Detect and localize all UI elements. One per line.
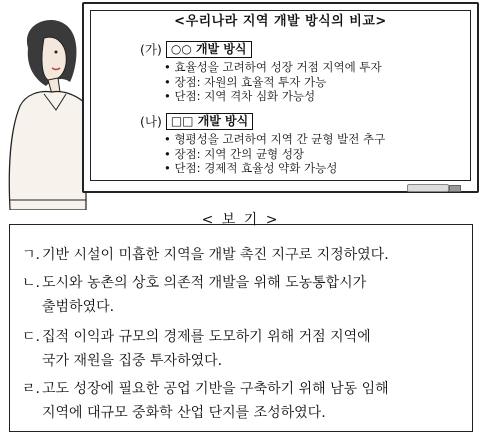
- chalk-tray: [399, 183, 463, 192]
- bogi-item-key: ㄹ.: [22, 381, 40, 397]
- bogi-item-text: 기반 시설이 미흡한 지역을 개발 촉진 지구로 지정하였다.: [42, 247, 389, 263]
- bogi-item-text: 고도 성장에 필요한 공업 기반을 구축하기 위해 남동 임해: [42, 381, 389, 397]
- eraser-icon: [449, 185, 461, 192]
- section-b-mark: (나): [140, 114, 162, 129]
- bogi-box: [9, 224, 473, 432]
- board-title: <우리나라 지역 개발 방식의 비교>: [174, 14, 387, 29]
- section-a-header: [140, 40, 252, 58]
- section-b-bullets: [164, 132, 385, 176]
- bogi-item-text-cont: 국가 재원을 집중 투자하였다.: [42, 353, 223, 369]
- bogi-item: [22, 271, 466, 319]
- bogi-item: [22, 325, 466, 373]
- bogi-item: [22, 243, 466, 267]
- whiteboard: [82, 2, 479, 193]
- section-b-bullet: • 형평성을 고려하여 지역 간 균형 발전 추구: [164, 132, 385, 147]
- section-b-bullet: • 단점: 경제적 효율성 약화 가능성: [164, 161, 385, 176]
- section-b-header: [140, 112, 253, 130]
- section-a-bullet: • 단점: 지역 격차 심화 가능성: [164, 89, 382, 104]
- section-a-bullets: [164, 60, 382, 104]
- bogi-title: < 보 기 >: [201, 212, 280, 228]
- section-a-mark: (가): [140, 42, 162, 57]
- bogi-item-key: ㄱ.: [22, 247, 40, 263]
- bogi-item: [22, 377, 466, 425]
- chalk-icon: [407, 184, 449, 192]
- section-a-bullet: • 효율성을 고려하여 성장 거점 지역에 투자: [164, 60, 382, 75]
- bogi-item-text-cont: 지역에 대규모 중화학 산업 단지를 조성하였다.: [42, 405, 326, 421]
- section-b-name: □□ 개발 방식: [166, 113, 253, 130]
- bogi-item-key: ㄴ.: [22, 275, 40, 291]
- bogi-item-text: 집적 이익과 규모의 경제를 도모하기 위해 거점 지역에: [42, 329, 371, 345]
- bogi-item-key: ㄷ.: [22, 329, 40, 345]
- section-a-name: ○○ 개발 방식: [166, 41, 252, 58]
- section-a-bullet: • 장점: 자원의 효율적 투자 가능: [164, 75, 382, 90]
- bogi-item-text-cont: 출범하였다.: [42, 299, 115, 315]
- bogi-item-text: 도시와 농촌의 상호 의존적 개발을 위해 도농통합시가: [42, 275, 367, 291]
- section-b-bullet: • 장점: 지역 간의 균형 성장: [164, 147, 385, 162]
